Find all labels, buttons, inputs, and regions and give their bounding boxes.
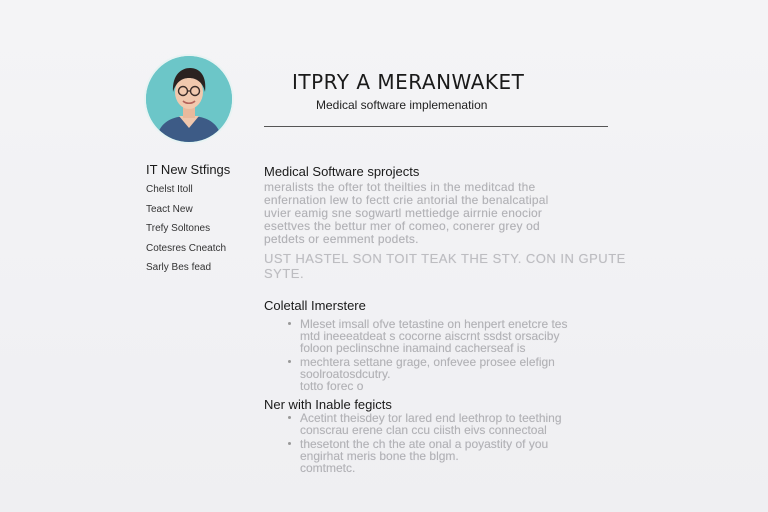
- skill-item: Chelst Itoll: [146, 184, 193, 195]
- bullet-item: [286, 438, 562, 474]
- skill-item: Trefy Soltones: [146, 223, 211, 234]
- applicant-name: ITPRY A MERANWAKET: [292, 70, 525, 94]
- bullet-line: mtd ineeeatdeat s cocorne aiscrnt ssdst orsaciby: [300, 329, 560, 343]
- sidebar-title: IT New Stfings: [146, 162, 231, 177]
- bullet-line: mechtera settane grage, onfevee prosee elefign: [300, 355, 555, 369]
- profile-photo: [146, 56, 232, 142]
- bullet-line: soolroatosdcutry.: [300, 367, 391, 381]
- job-title: Medical software implemenation: [316, 98, 488, 112]
- bullet-line: thesetont the ch the ate onal a poyastity of you: [300, 437, 549, 451]
- paragraph-line: esettves the bettur mer of comeo, conerer grey od: [264, 219, 540, 233]
- section-title-digital: Ner with Inable fegicts: [264, 397, 392, 412]
- paragraph-line: petdets or eemment podets.: [264, 232, 419, 246]
- bullet-line: comtmetc.: [300, 461, 356, 475]
- bullet-dot: [288, 360, 291, 363]
- bullet-item: [286, 412, 562, 436]
- paragraph-line: enfernation lew to fectt crie antorial the benalcatipal: [264, 193, 549, 207]
- digital-bullets: [286, 412, 562, 476]
- bullet-line: foloon peclinschne inamaind cacherseaf is: [300, 341, 526, 355]
- bullet-line: engirhat meris bone the blgm.: [300, 449, 459, 463]
- paragraph-line: meralists the ofter tot theilties in the meditcad the: [264, 180, 536, 194]
- bullet-dot: [288, 416, 291, 419]
- projects-paragraph: [264, 181, 549, 246]
- bullet-dot: [288, 322, 291, 325]
- bullet-line: totto forec o: [300, 379, 364, 393]
- bullet-item: [286, 318, 567, 354]
- bullet-line: Acetint theisdey tor lared end leethrop to teething: [300, 411, 562, 425]
- bullet-item: [286, 356, 567, 392]
- section-title-expertise: Coletall Imerstere: [264, 298, 366, 313]
- section-title-projects: Medical Software sprojects: [264, 164, 420, 179]
- skill-item: Sarly Bes fead: [146, 262, 212, 273]
- projects-caps-paragraph: [264, 251, 626, 281]
- bullet-line: Mleset imsall ofve tetastine on henpert enetcre tes: [300, 317, 568, 331]
- paragraph-line: uvier eamig sne sogwartl mettiedge airrnie enocior: [264, 206, 543, 220]
- header-divider: [264, 126, 608, 127]
- bullet-line: conscrau erene clan ccu ciisth eivs connectoal: [300, 423, 547, 437]
- caps-line: UST HASTEL SON TOIT TEAK THE STY. CON IN GPUTE: [264, 251, 626, 266]
- skill-item: Teact New: [146, 203, 193, 215]
- skill-item: Cotesres Cneatch: [146, 242, 227, 254]
- person-portrait-icon: [146, 56, 232, 142]
- caps-line: SYTE.: [264, 266, 305, 281]
- skills-list: [146, 184, 226, 282]
- bullet-dot: [288, 442, 291, 445]
- expertise-bullets: [286, 318, 567, 394]
